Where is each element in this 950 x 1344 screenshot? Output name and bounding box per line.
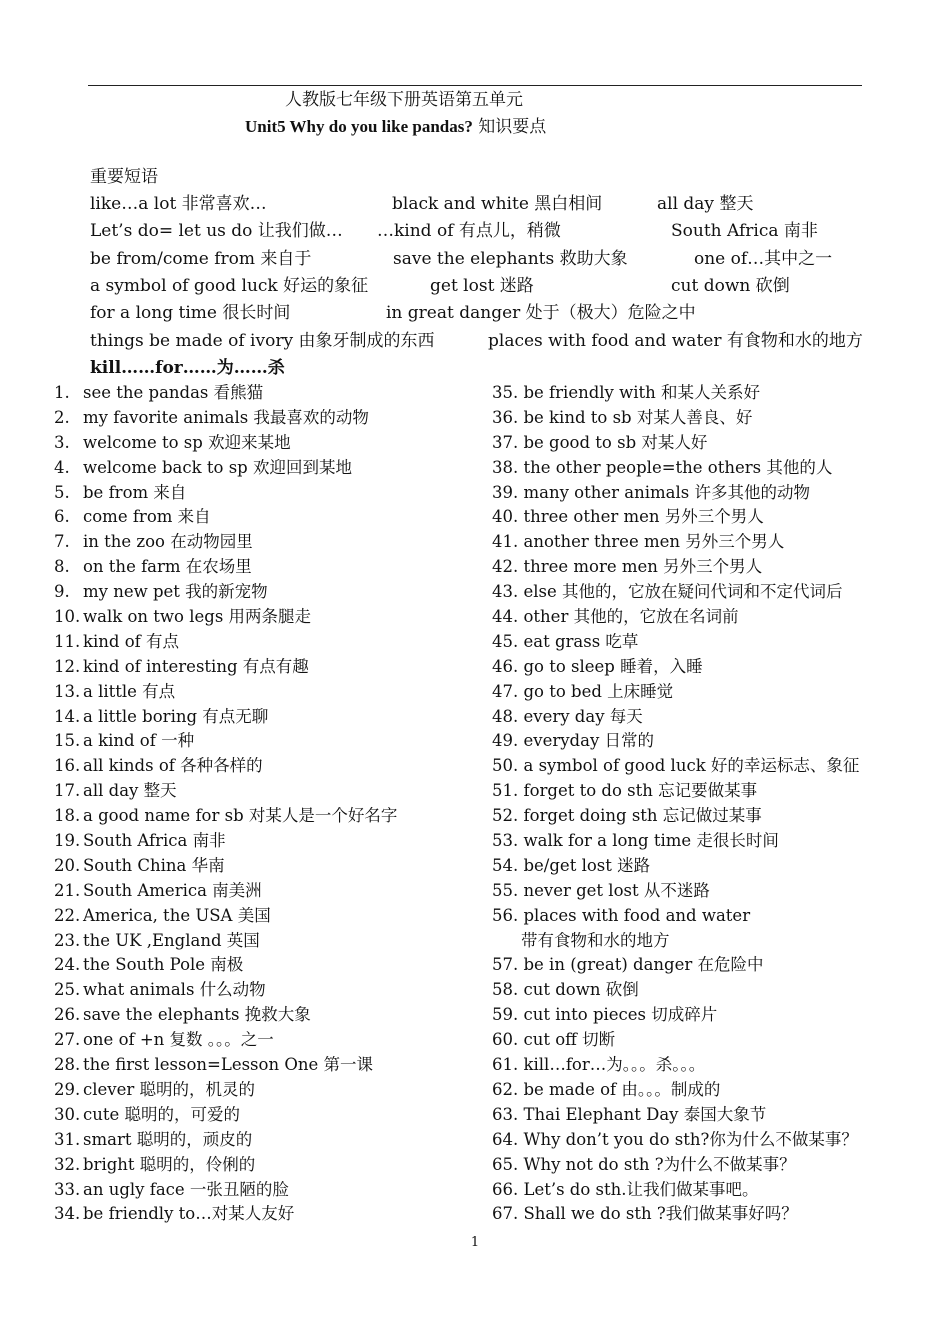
item-number: 31. bbox=[54, 1129, 81, 1149]
item-text: 39. many other animals 许多其他的动物 bbox=[492, 482, 810, 502]
item-text: 53. walk for a long time 走很长时间 bbox=[492, 831, 779, 851]
item-text: 47. go to bed 上床睡觉 bbox=[492, 681, 674, 701]
item-number: 7. bbox=[54, 532, 70, 552]
item-text: 52. forget doing sth 忘记做过某事 bbox=[492, 806, 762, 826]
item-text: 41. another three men 另外三个男人 bbox=[492, 532, 785, 552]
phrase: save the elephants 救助大象 bbox=[393, 249, 628, 269]
doc-title-en bbox=[245, 115, 546, 139]
item-text: 50. a symbol of good luck 好的幸运标志、象征 bbox=[492, 756, 860, 776]
list-item bbox=[492, 481, 859, 506]
list-item bbox=[492, 829, 859, 854]
list-item bbox=[54, 1178, 397, 1203]
list-item bbox=[492, 1202, 859, 1227]
list-item bbox=[54, 680, 397, 705]
list-item bbox=[492, 456, 859, 481]
list-item bbox=[54, 605, 397, 630]
item-number: 23. bbox=[54, 930, 81, 950]
item-number: 12. bbox=[54, 656, 81, 676]
doc-title-cn: 人教版七年级下册英语第五单元 bbox=[285, 90, 523, 110]
page-number: 1 bbox=[470, 1235, 480, 1250]
item-text: 57. be in (great) danger 在危险中 bbox=[492, 955, 764, 975]
list-item bbox=[492, 406, 859, 431]
list-item bbox=[54, 1003, 397, 1028]
list-item bbox=[54, 1202, 397, 1227]
list-item bbox=[492, 431, 859, 456]
item-number: 11. bbox=[54, 631, 81, 651]
item-text: 58. cut down 砍倒 bbox=[492, 980, 639, 1000]
phrase: a symbol of good luck 好运的象征 bbox=[90, 276, 369, 296]
item-text: on the farm 在农场里 bbox=[83, 557, 252, 577]
item-number: 6. bbox=[54, 507, 70, 527]
item-text: be friendly to…对某人友好 bbox=[83, 1204, 295, 1224]
list-item bbox=[492, 779, 859, 804]
item-text: one of +n 复数 。。。之一 bbox=[83, 1030, 274, 1050]
item-text: 64. Why don’t you do sth?你为什么不做某事？ bbox=[492, 1129, 858, 1149]
list-item bbox=[54, 456, 397, 481]
item-number: 26. bbox=[54, 1005, 81, 1025]
item-text: 36. be kind to sb 对某人善良、好 bbox=[492, 407, 753, 427]
item-text: 40. three other men 另外三个男人 bbox=[492, 507, 764, 527]
list-item bbox=[54, 655, 397, 680]
item-number: 8. bbox=[54, 557, 70, 577]
list-item bbox=[54, 804, 397, 829]
phrase-bold: kill……for……为……杀 bbox=[90, 358, 285, 378]
item-text: 37. be good to sb 对某人好 bbox=[492, 432, 708, 452]
vocab-list-right bbox=[492, 381, 859, 1227]
list-item bbox=[492, 580, 859, 605]
phrase: be from/come from 来自于 bbox=[90, 249, 312, 269]
list-item bbox=[54, 1153, 397, 1178]
phrase: all day 整天 bbox=[657, 194, 754, 214]
item-text: the UK ,England 英国 bbox=[83, 930, 260, 950]
item-text: all day 整天 bbox=[83, 781, 177, 801]
list-item bbox=[492, 904, 859, 929]
list-item bbox=[54, 879, 397, 904]
item-text: 56. places with food and water bbox=[492, 905, 751, 925]
item-number: 22. bbox=[54, 905, 81, 925]
list-item bbox=[54, 829, 397, 854]
item-text: an ugly face 一张丑陋的脸 bbox=[83, 1179, 289, 1199]
list-item bbox=[492, 1028, 859, 1053]
list-item bbox=[54, 705, 397, 730]
list-item bbox=[492, 530, 859, 555]
item-number: 17. bbox=[54, 781, 81, 801]
list-item bbox=[492, 854, 859, 879]
item-text: 66. Let’s do sth.让我们做某事吧。 bbox=[492, 1179, 759, 1199]
list-item bbox=[54, 406, 397, 431]
item-number: 15. bbox=[54, 731, 81, 751]
item-number: 3. bbox=[54, 432, 70, 452]
item-text: 61. kill…for…为。。。杀。。。 bbox=[492, 1055, 706, 1075]
item-number: 2. bbox=[54, 407, 70, 427]
item-text: what animals 什么动物 bbox=[83, 980, 266, 1000]
item-text: be from 来自 bbox=[83, 482, 187, 502]
list-item bbox=[54, 929, 397, 954]
list-item bbox=[54, 1078, 397, 1103]
item-text: kind of interesting 有点有趣 bbox=[83, 656, 309, 676]
list-item bbox=[492, 879, 859, 904]
list-item bbox=[54, 904, 397, 929]
item-number: 18. bbox=[54, 806, 81, 826]
item-text: a good name for sb 对某人是一个好名字 bbox=[83, 806, 398, 826]
item-text: America, the USA 美国 bbox=[83, 905, 271, 925]
phrase: get lost 迷路 bbox=[430, 276, 534, 296]
item-number: 29. bbox=[54, 1079, 81, 1099]
item-text: 60. cut off 切断 bbox=[492, 1030, 616, 1050]
list-item bbox=[492, 381, 859, 406]
item-text: South China 华南 bbox=[83, 855, 225, 875]
item-text: 48. every day 每天 bbox=[492, 706, 643, 726]
list-item bbox=[54, 381, 397, 406]
item-text: in the zoo 在动物园里 bbox=[83, 532, 253, 552]
list-item bbox=[54, 505, 397, 530]
item-text: a kind of 一种 bbox=[83, 731, 195, 751]
list-item bbox=[54, 555, 397, 580]
item-text: 67. Shall we do sth ?我们做某事好吗？ bbox=[492, 1204, 798, 1224]
item-text: clever 聪明的，机灵的 bbox=[83, 1079, 256, 1099]
item-text: smart 聪明的，顽皮的 bbox=[83, 1129, 253, 1149]
item-text: cute 聪明的，可爱的 bbox=[83, 1104, 241, 1124]
item-text: 51. forget to do sth 忘记要做某事 bbox=[492, 781, 758, 801]
item-number: 20. bbox=[54, 855, 81, 875]
item-text: 55. never get lost 从不迷路 bbox=[492, 880, 710, 900]
item-text: a little 有点 bbox=[83, 681, 176, 701]
item-text: 65. Why not do sth ?为什么不做某事？ bbox=[492, 1154, 796, 1174]
item-text: 45. eat grass 吃草 bbox=[492, 631, 639, 651]
list-item bbox=[492, 605, 859, 630]
list-item bbox=[492, 705, 859, 730]
list-item bbox=[54, 729, 397, 754]
item-text: bright 聪明的，伶俐的 bbox=[83, 1154, 256, 1174]
item-text: welcome back to sp 欢迎回到某地 bbox=[83, 457, 352, 477]
item-number: 24. bbox=[54, 955, 81, 975]
list-item bbox=[54, 953, 397, 978]
item-text: 59. cut into pieces 切成碎片 bbox=[492, 1005, 718, 1025]
item-text: 62. be made of 由。。。制成的 bbox=[492, 1079, 721, 1099]
item-number: 1. bbox=[54, 383, 70, 402]
item-number: 10. bbox=[54, 607, 81, 627]
phrase: things be made of ivory 由象牙制成的东西 bbox=[90, 331, 435, 351]
item-text: kind of 有点 bbox=[83, 631, 179, 651]
list-item bbox=[492, 754, 859, 779]
item-text: all kinds of 各种各样的 bbox=[83, 756, 263, 776]
item-number: 25. bbox=[54, 980, 81, 1000]
item-number: 14. bbox=[54, 706, 81, 726]
phrases-heading: 重要短语 bbox=[90, 167, 158, 187]
phrase: like…a lot 非常喜欢… bbox=[90, 194, 267, 214]
item-text: 带有食物和水的地方 bbox=[521, 930, 670, 950]
item-text: see the pandas 看熊猫 bbox=[83, 383, 264, 402]
header-rule bbox=[88, 85, 862, 86]
doc-title-suffix: 知识要点 bbox=[478, 117, 547, 137]
item-number: 30. bbox=[54, 1104, 81, 1124]
item-text: 38. the other people=the others 其他的人 bbox=[492, 457, 833, 477]
list-item bbox=[492, 729, 859, 754]
list-item bbox=[54, 530, 397, 555]
list-item-continuation bbox=[492, 929, 859, 954]
list-item bbox=[492, 804, 859, 829]
list-item bbox=[492, 680, 859, 705]
list-item bbox=[492, 1153, 859, 1178]
doc-title-unit: Unit5 Why do you like pandas? bbox=[245, 117, 473, 136]
phrase: in great danger 处于（极大）危险之中 bbox=[386, 303, 696, 323]
list-item bbox=[54, 1028, 397, 1053]
list-item bbox=[54, 779, 397, 804]
item-text: come from 来自 bbox=[83, 507, 211, 527]
list-item bbox=[492, 655, 859, 680]
list-item bbox=[54, 978, 397, 1003]
list-item bbox=[492, 630, 859, 655]
item-text: South America 南美洲 bbox=[83, 880, 262, 900]
list-item bbox=[492, 953, 859, 978]
list-item bbox=[492, 505, 859, 530]
item-number: 19. bbox=[54, 831, 81, 851]
list-item bbox=[54, 854, 397, 879]
phrase: places with food and water 有食物和水的地方 bbox=[488, 331, 863, 351]
list-item bbox=[492, 1103, 859, 1128]
item-text: 63. Thai Elephant Day 泰国大象节 bbox=[492, 1104, 767, 1124]
item-text: the first lesson=Lesson One 第一课 bbox=[83, 1055, 373, 1075]
list-item bbox=[492, 978, 859, 1003]
item-number: 27. bbox=[54, 1030, 81, 1050]
phrase: Let’s do= let us do 让我们做… bbox=[90, 221, 343, 241]
item-text: my favorite animals 我最喜欢的动物 bbox=[83, 407, 369, 427]
list-item bbox=[54, 580, 397, 605]
list-item bbox=[54, 481, 397, 506]
phrase: one of…其中之一 bbox=[694, 249, 833, 269]
item-number: 4. bbox=[54, 457, 70, 477]
item-number: 33. bbox=[54, 1179, 81, 1199]
item-number: 13. bbox=[54, 681, 81, 701]
item-text: save the elephants 挽救大象 bbox=[83, 1005, 311, 1025]
list-item bbox=[54, 754, 397, 779]
list-item bbox=[492, 1003, 859, 1028]
item-text: 35. be friendly with 和某人关系好 bbox=[492, 383, 761, 402]
phrase: …kind of 有点儿，稍微 bbox=[377, 221, 561, 241]
list-item bbox=[54, 1103, 397, 1128]
vocab-list-left bbox=[54, 381, 397, 1227]
list-item bbox=[492, 1128, 859, 1153]
item-text: a little boring 有点无聊 bbox=[83, 706, 269, 726]
item-text: the South Pole 南极 bbox=[83, 955, 244, 975]
phrase: cut down 砍倒 bbox=[671, 276, 790, 296]
item-text: 46. go to sleep 睡着，入睡 bbox=[492, 656, 703, 676]
list-item bbox=[54, 630, 397, 655]
list-item bbox=[54, 1053, 397, 1078]
item-text: 49. everyday 日常的 bbox=[492, 731, 655, 751]
item-number: 28. bbox=[54, 1055, 81, 1075]
list-item bbox=[54, 431, 397, 456]
item-text: welcome to sp 欢迎来某地 bbox=[83, 432, 291, 452]
list-item bbox=[492, 1178, 859, 1203]
item-number: 9. bbox=[54, 582, 70, 602]
phrase: black and white 黑白相间 bbox=[392, 194, 603, 214]
item-text: my new pet 我的新宠物 bbox=[83, 582, 268, 602]
phrase: for a long time 很长时间 bbox=[90, 303, 291, 323]
list-item bbox=[54, 1128, 397, 1153]
list-item bbox=[492, 555, 859, 580]
item-number: 32. bbox=[54, 1154, 81, 1174]
item-number: 16. bbox=[54, 756, 81, 776]
item-number: 21. bbox=[54, 880, 81, 900]
list-item bbox=[492, 1053, 859, 1078]
item-text: 44. other 其他的，它放在名词前 bbox=[492, 607, 739, 627]
item-text: 54. be/get lost 迷路 bbox=[492, 855, 651, 875]
phrase: South Africa 南非 bbox=[671, 221, 818, 241]
item-text: 42. three more men 另外三个男人 bbox=[492, 557, 763, 577]
item-text: walk on two legs 用两条腿走 bbox=[83, 607, 312, 627]
item-text: South Africa 南非 bbox=[83, 831, 226, 851]
list-item bbox=[492, 1078, 859, 1103]
item-number: 34. bbox=[54, 1204, 81, 1224]
item-text: 43. else 其他的，它放在疑问代词和不定代词后 bbox=[492, 582, 843, 602]
item-number: 5. bbox=[54, 482, 70, 502]
